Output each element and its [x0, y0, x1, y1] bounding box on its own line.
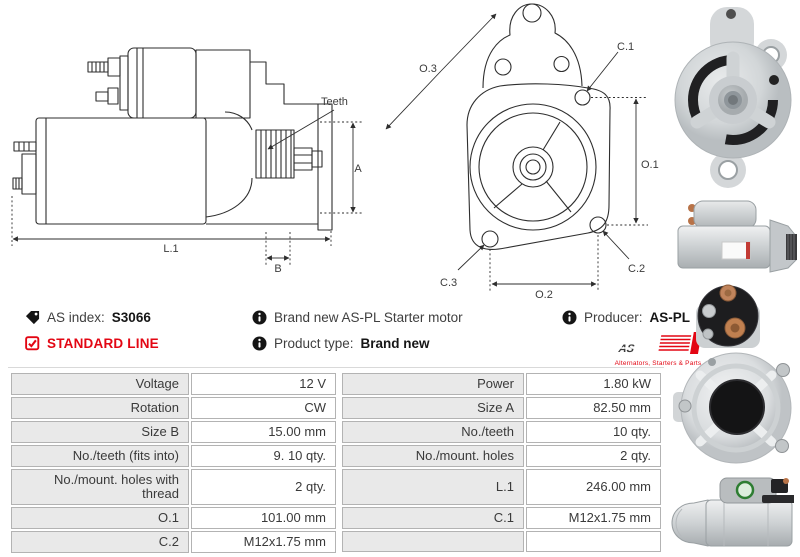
producer-value: AS-PL	[649, 310, 691, 325]
photo-side-view	[672, 196, 798, 278]
table-row	[342, 445, 661, 467]
table-row	[11, 531, 336, 553]
info-icon	[562, 310, 577, 325]
table-row	[342, 421, 661, 443]
mounting-flange	[467, 84, 610, 250]
dimension-label-a: A	[354, 163, 362, 175]
spec-label-cell: O.1	[11, 507, 189, 529]
spec-label-cell: Size A	[342, 397, 524, 419]
logo-as-text: AS	[617, 343, 636, 355]
table-row	[342, 469, 661, 505]
spec-label-cell: No./mount. holes	[342, 445, 524, 467]
spec-value-cell	[526, 531, 661, 552]
section-divider	[8, 367, 664, 368]
spec-label-cell: C.1	[342, 507, 524, 529]
spec-label-cell: L.1	[342, 469, 524, 505]
front-view-drawing	[370, 0, 665, 300]
photo-side-view-2	[668, 473, 794, 551]
spec-value-cell: 15.00 mm	[191, 421, 336, 443]
rear-terminals	[13, 142, 36, 194]
dimension-label-c2: C.2	[628, 263, 646, 275]
spec-value-cell: 101.00 mm	[191, 507, 336, 529]
spec-label-cell: No./mount. holes with thread	[11, 469, 189, 505]
as-index-value: S3066	[111, 310, 151, 325]
logo-subtext: Alternators, Starters & Parts	[614, 360, 702, 367]
spec-value-cell: 10 qty.	[526, 421, 661, 443]
dimension-label-c3: C.3	[440, 277, 458, 289]
info-icon	[252, 336, 267, 351]
table-row	[11, 373, 336, 395]
spec-label-cell: No./teeth	[342, 421, 524, 443]
spec-value-cell: 82.50 mm	[526, 397, 661, 419]
spec-value-cell: 12 V	[191, 373, 336, 395]
checkbox-checked-icon	[25, 336, 40, 351]
info-icon	[252, 310, 267, 325]
table-row	[342, 397, 661, 419]
photo-rear-view	[673, 350, 800, 467]
spec-value-cell: 246.00 mm	[526, 469, 661, 505]
spec-label-cell: No./teeth (fits into)	[11, 445, 189, 467]
dimension-label-b: B	[274, 263, 282, 275]
dimension-label-o1: O.1	[641, 159, 659, 171]
spec-value-cell: 9. 10 qty.	[191, 445, 336, 467]
drive-end-housing	[196, 50, 332, 230]
description-text: Brand new AS-PL Starter motor	[274, 310, 463, 325]
spec-value-cell: M12x1.75 mm	[191, 531, 336, 553]
as-index-row	[25, 310, 151, 325]
table-row	[11, 469, 336, 505]
standard-line-row	[25, 336, 159, 351]
solenoid	[88, 48, 196, 118]
producer-row	[562, 310, 690, 325]
product-type-row	[252, 336, 430, 351]
table-row	[11, 397, 336, 419]
spec-value-cell: 2 qty.	[526, 445, 661, 467]
spec-label-cell: C.2	[11, 531, 189, 553]
spec-value-cell: CW	[191, 397, 336, 419]
table-row	[11, 421, 336, 443]
spec-label-cell: Power	[342, 373, 524, 395]
spec-label-cell: Voltage	[11, 373, 189, 395]
spec-table-right	[340, 371, 663, 554]
table-row	[11, 507, 336, 529]
gear-housing-circles	[470, 104, 596, 230]
table-row	[342, 373, 661, 395]
as-index-label: AS index:	[47, 310, 105, 325]
pinion-gear	[256, 130, 322, 178]
dimension-label-o3: O.3	[419, 63, 437, 75]
product-type-label: Product type:	[274, 336, 354, 351]
spec-table-left	[9, 371, 338, 555]
spec-value-cell: 2 qty.	[191, 469, 336, 505]
spec-label-cell: Size B	[11, 421, 189, 443]
table-row	[11, 445, 336, 467]
spec-value-cell: M12x1.75 mm	[526, 507, 661, 529]
spec-label-cell	[342, 531, 524, 552]
table-row	[342, 531, 661, 552]
dimension-label-o2: O.2	[535, 289, 553, 300]
dimension-label-teeth: Teeth	[321, 96, 348, 108]
product-type-value: Brand new	[360, 336, 430, 351]
dimension-label-l1: L.1	[163, 243, 179, 255]
motor-body	[36, 118, 206, 224]
producer-label: Producer:	[584, 310, 643, 325]
side-view-drawing	[0, 0, 370, 300]
spec-value-cell: 1.80 kW	[526, 373, 661, 395]
dimension-label-c1: C.1	[617, 41, 635, 53]
spec-label-cell: Rotation	[11, 397, 189, 419]
photo-solenoid	[694, 282, 762, 350]
standard-line-label: STANDARD LINE	[47, 336, 159, 351]
photo-front-flange	[668, 3, 798, 190]
table-row	[342, 507, 661, 529]
description-row	[252, 310, 463, 325]
tag-icon	[25, 310, 40, 325]
bell-housing	[483, 4, 582, 88]
